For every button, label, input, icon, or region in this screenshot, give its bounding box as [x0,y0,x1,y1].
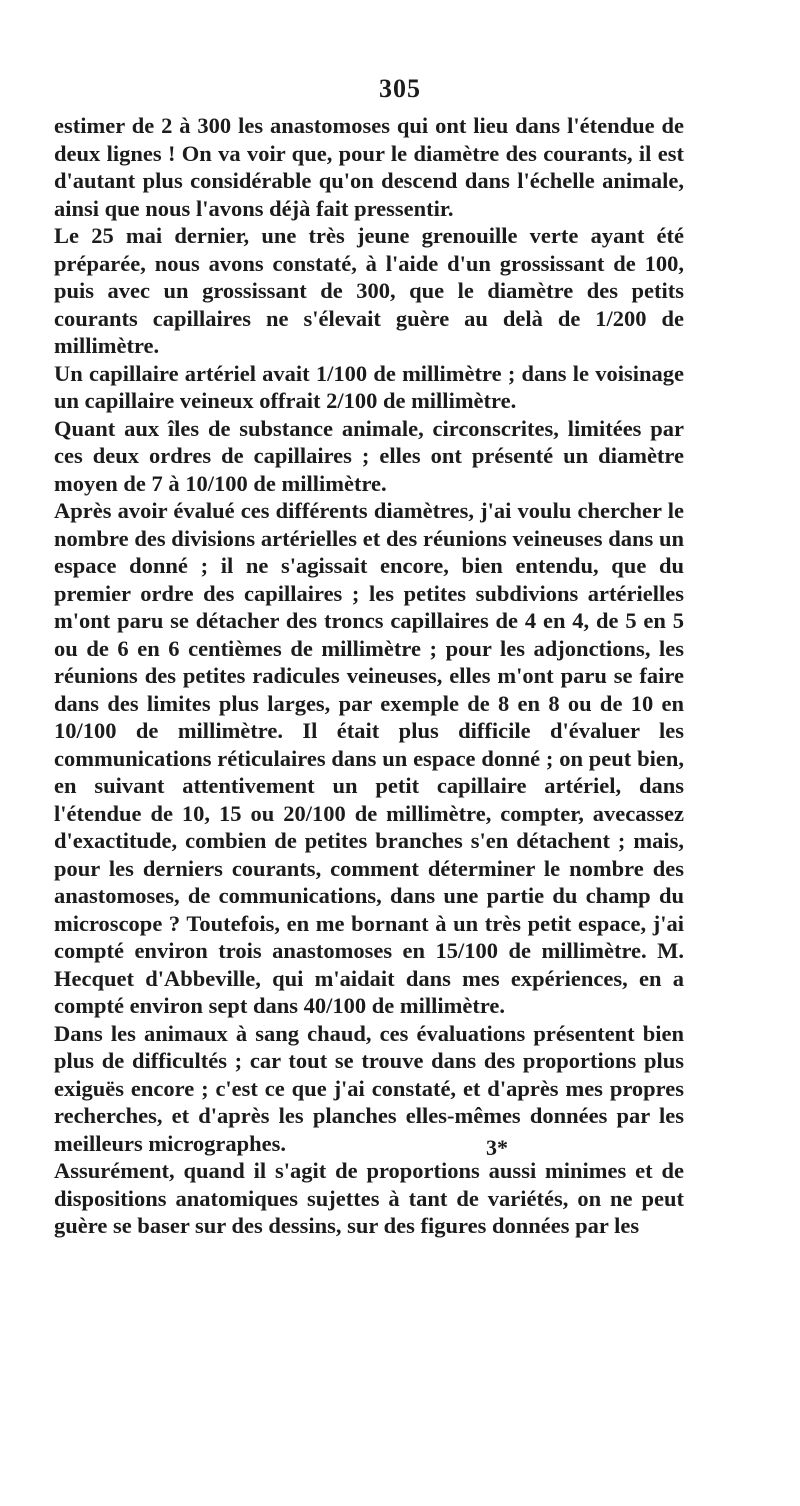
paragraph-4: Quant aux îles de substance animale, circonscrites, limitées par ces deux ordres de capillaires ; elles ont présenté un diamètre moyen de 7 à 10/100 de millimètre. [54,415,684,496]
paragraph-2: Le 25 mai dernier, une très jeune grenouille verte ayant été préparée, nous avons constaté, à l'aide d'un grossissant de 100, puis avec un grossissant de 300, que le diamètre des petits courants capillaires ne s'élevait guère au delà de 1/200 de millimètre. [54,223,684,358]
paragraph-7: Assurément, quand il s'agit de proportions aussi minimes et de dispositions anatomiques sujettes à tant de variétés, on ne peut guère se baser sur des dessins, sur des figures données par les [54,1158,684,1238]
page-number: 305 [379,74,421,103]
body-text [54,112,684,1240]
paragraph-6: Dans les animaux à sang chaud, ces évaluations présentent bien plus de difficultés ; car tout se trouve dans des proportions plus exiguës encore ; c'est ce que j'ai constaté, et d'après mes propres recherches, et d'après les planches elles-mêmes données par les meilleurs micrographes. [54,1020,684,1156]
paragraph-1: estimer de 2 à 300 les anastomoses qui ont lieu dans l'étendue de deux lignes ! On va voir que, pour le diamètre des courants, il est d'autant plus considérable qu'on descend dans l'échelle animale, ainsi que nous l'avons déjà fait pressentir. [54,113,684,221]
paragraph-5: Après avoir évalué ces différents diamètres, j'ai voulu chercher le nombre des divisions artérielles et des réunions veineuses dans un espace donné ; il ne s'agissait encore, bien entendu, que du premier ordre des capillaires ; les petites subdivions artérielles m'ont paru se détacher des troncs capillaires de 4 en 4, de 5 en 5 ou de 6 en 6 centièmes de millimètre ; pour les adjonctions, les réunions des petites radicules veineuses, elles m'ont paru se faire dans des limites plus larges, par exemple de 8 en 8 ou de 10 en 10/100 de millimètre. Il était plus difficile d'évaluer les communications réticulaires dans un espace donné ; on peut bien, en suivant attentivement un petit capillaire artériel, dans l'étendue de 10, 15 ou 20/100 de millimètre, compter, avecassez d'exactitude, combien de petites branches s'en détachent ; mais, pour les derniers courants, comment déterminer le nombre des anastomoses, de communications, dans une partie du champ du microscope ? Toutefois, en me bornant à un très petit espace, j'ai compté environ trois anastomoses en 15/100 de millimètre. M. Hecquet d'Abbeville, qui m'aidait dans mes expériences, en a compté environ sept dans 40/100 de millimètre. [54,498,684,1018]
signature-mark: 3* [486,1135,508,1160]
paragraph-3: Un capillaire artériel avait 1/100 de millimètre ; dans le voisinage un capillaire veineux offrait 2/100 de millimètre. [54,360,684,413]
